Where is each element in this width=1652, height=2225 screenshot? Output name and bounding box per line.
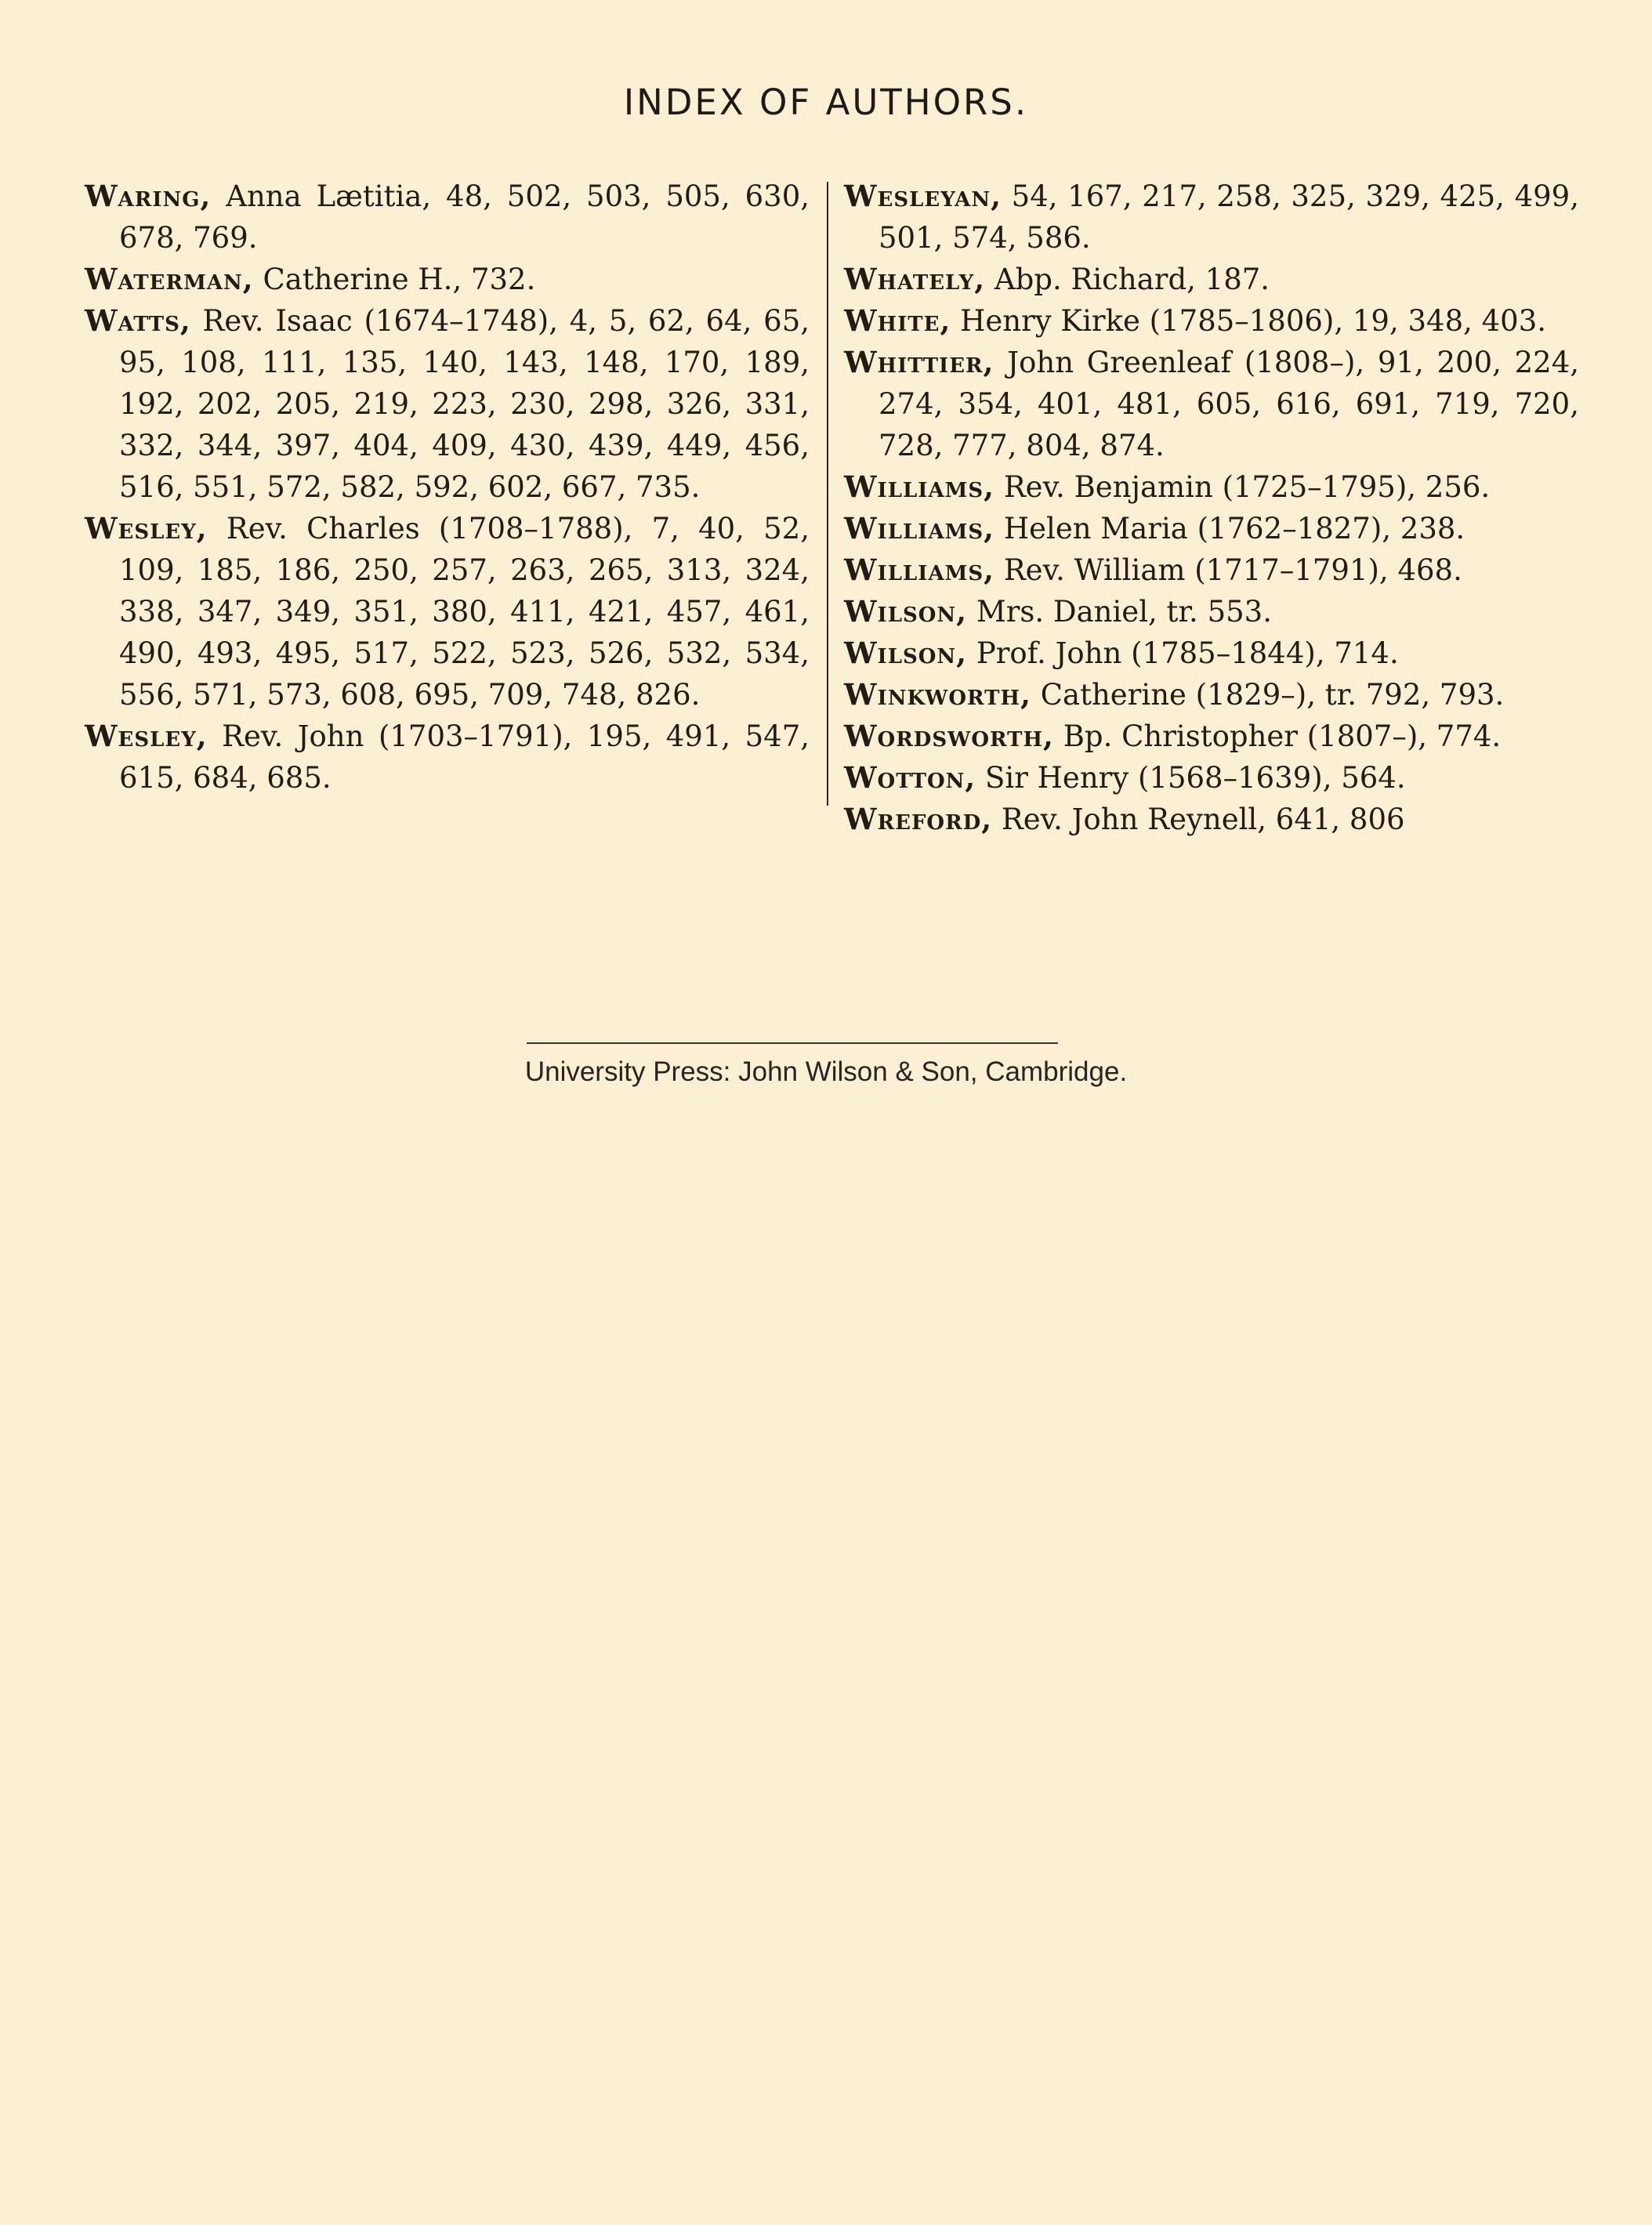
entry-references: Catherine (1829–), tr. 792, 793. [1031,678,1505,712]
index-entry [844,799,1579,840]
entry-references: Rev. William (1717–1791), 468. [994,553,1462,587]
page-title: INDEX OF AUTHORS. [623,82,1029,123]
index-entry [85,716,810,799]
author-name: Wilson, [844,636,968,670]
entry-references: Anna Lætitia, 48, 502, 503, 505, 630, 678, 769. [119,179,810,255]
index-entry [844,300,1579,342]
entry-references: Abp. Richard, 187. [985,263,1270,296]
author-name: Winkworth, [844,677,1031,712]
author-name: Wotton, [844,760,976,795]
index-entry [844,632,1579,674]
printer-imprint: University Press: John Wilson & Son, Cambridge. [524,1056,1128,1087]
index-entry [844,466,1579,508]
index-entry [85,259,810,300]
author-name: Wesleyan, [844,179,1002,213]
entry-references: Mrs. Daniel, tr. 553. [967,595,1272,629]
index-entry [844,508,1579,549]
index-entry [85,300,810,508]
index-column-left [85,176,810,799]
index-entry [85,508,810,716]
entry-references: Helen Maria (1762–1827), 238. [994,512,1465,545]
index-entry [844,716,1579,757]
author-name: Wesley, [85,719,208,753]
author-name: Watts, [85,303,191,338]
entry-references: Henry Kirke (1785–1806), 19, 348, 403. [951,304,1547,338]
entry-references: Catherine H., 732. [253,263,536,296]
index-entry [844,549,1579,591]
column-divider [827,182,828,806]
index-entry [844,342,1579,466]
entry-references: Rev. John (1703–1791), 195, 491, 547, 615, 684, 685. [119,719,810,795]
author-name: Wilson, [844,594,968,629]
entry-references: Rev. John Reynell, 641, 806 [992,803,1405,836]
entry-references: Rev. Charles (1708–1788), 7, 40, 52, 109, 185, 186, 250, 257, 263, 265, 313, 324, 338, 347, 349, 351, 380, 411, 421, 457, 461, 490, 493, 495, 517, 522, 523, 526, 532, 534, 556, 571, 573, 608, 695, 709, 748, 826. [119,512,810,712]
entry-references: Sir Henry (1568–1639), 564. [976,761,1406,795]
author-name: Wordsworth, [844,719,1054,753]
entry-references: Rev. Isaac (1674–1748), 4, 5, 62, 64, 65, 95, 108, 111, 135, 140, 143, 148, 170, 189, 192, 202, 205, 219, 223, 230, 298, 326, 331, 332, 344, 397, 404, 409, 430, 439, 449, 456, 516, 551, 572, 582, 592, 602, 667, 735. [119,304,810,504]
index-entry [844,591,1579,632]
author-name: Waring, [85,179,212,213]
author-name: Whately, [844,262,986,296]
index-entry [844,757,1579,799]
author-name: Williams, [844,553,995,587]
author-name: Williams, [844,511,995,545]
entry-references: Bp. Christopher (1807–), 774. [1053,719,1502,753]
index-entry [844,176,1579,259]
entry-references: John Greenleaf (1808–), 91, 200, 224, 274, 354, 401, 481, 605, 616, 691, 719, 720, 728, 777, 804, 874. [879,346,1579,462]
footer-rule [527,1042,1058,1044]
index-entry [844,259,1579,300]
author-name: Waterman, [85,262,254,296]
entry-references: Prof. John (1785–1844), 714. [967,636,1399,670]
author-name: White, [844,303,951,338]
entry-references: 54, 167, 217, 258, 325, 329, 425, 499, 501, 574, 586. [879,179,1579,255]
author-name: Wesley, [85,511,208,545]
author-name: Wreford, [844,802,993,836]
index-entry [85,176,810,259]
author-name: Whittier, [844,345,994,379]
author-name: Williams, [844,469,995,504]
index-column-right [844,176,1579,840]
index-entry [844,674,1579,716]
entry-references: Rev. Benjamin (1725–1795), 256. [994,470,1491,504]
